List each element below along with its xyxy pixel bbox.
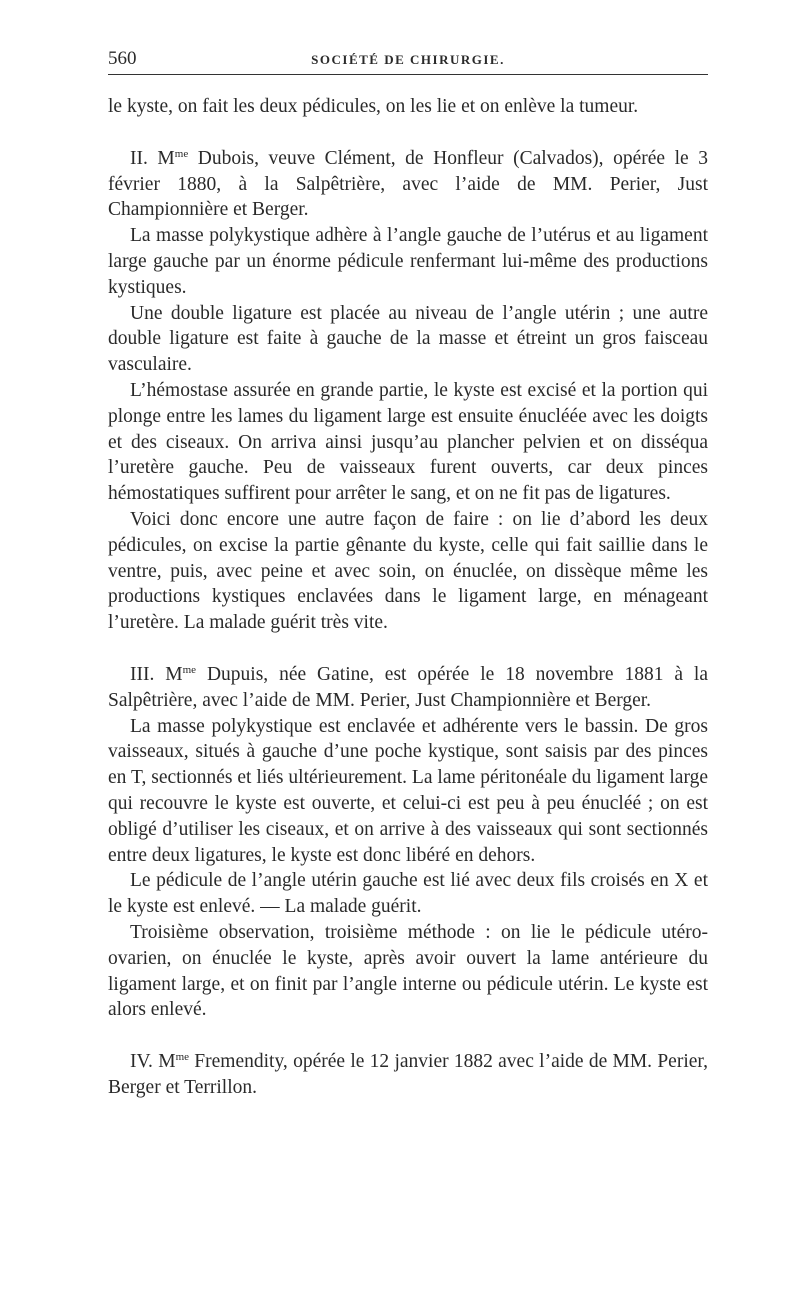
case-ii-heading xyxy=(108,146,708,223)
body-text xyxy=(108,94,708,1101)
case-ii-text: Dubois, veuve Clément, de Honfleur (Calvados), opérée le 3 février 1880, à la Salpêtrière, avec l’aide de MM. Perier, Just Championnière et Berger. xyxy=(108,147,708,221)
page-number: 560 xyxy=(108,48,137,69)
case-iv-heading xyxy=(108,1049,708,1101)
paragraph: L’hémostase assurée en grande partie, le kyste est excisé et la portion qui plonge entre les lames du ligament large est ensuite énucléée avec les doigts et des ciseaux. On arriva ainsi jusqu’au plancher pelvien et on disséqua l’uretère gauche. Peu de vaisseaux furent ouverts, car deux pinces hémostatiques suffirent pour arrêter le sang, et on ne fit pas de ligatures. xyxy=(108,379,708,505)
case-ii-lead: II. M xyxy=(130,147,175,169)
case-iv-text: Fremendity, opérée le 12 janvier 1882 avec l’aide de MM. Perier, Berger et Terrillon. xyxy=(108,1051,708,1098)
paragraph: Une double ligature est placée au niveau de l’angle utérin ; une autre double ligature est faite à gauche de la masse et étreint un gros faisceau vasculaire. xyxy=(108,302,708,376)
paragraph: Troisième observation, troisième méthode : on lie le pédicule utéro-ovarien, on énuclée le kyste, après avoir ouvert la lame antérieure du ligament large, et on finit par l’angle interne ou pédicule utérin. Le kyste est alors enlevé. xyxy=(108,921,708,1021)
case-iii-text: Dupuis, née Gatine, est opérée le 18 novembre 1881 à la Salpêtrière, avec l’aide de MM. Perier, Just Championnière et Berger. xyxy=(108,663,708,711)
paragraph: La masse polykystique est enclavée et adhérente vers le bassin. De gros vaisseaux, situés à gauche d’une poche kystique, sont saisis par des pinces en T, sectionnés et liés ultérieurement. La lame péritonéale du ligament large qui recouvre le kyste est ouverte, et celui-ci est peu à peu énucléé ; on est obligé d’utiliser les ciseaux, et on arrive à des vaisseaux qui sont sectionnés entre deux ligatures, le kyste est donc libéré en dehors. xyxy=(108,715,708,866)
case-iii-superscript: me xyxy=(182,663,197,676)
paragraph-continuation: le kyste, on fait les deux pédicules, on les lie et on enlève la tumeur. xyxy=(108,96,639,117)
case-iii-heading xyxy=(108,662,708,714)
paragraph: Le pédicule de l’angle utérin gauche est lié avec deux fils croisés en X et le kyste est enlevé. — La malade guérit. xyxy=(108,870,708,918)
paragraph: Voici donc encore une autre façon de faire : on lie d’abord les deux pédicules, on excise la partie gênante du kyste, celle qui fait saillie dans le ventre, puis, avec peine et avec soin, on énuclée, on dissèque même les productions kystiques enclavées dans le ligament large, en ménageant l’uretère. La malade guérit très vite. xyxy=(108,508,708,634)
case-iv-superscript: me xyxy=(175,1051,190,1064)
paragraph: La masse polykystique adhère à l’angle gauche de l’utérus et au ligament large gauche par un énorme pédicule renfermant lui-même des productions kystiques. xyxy=(108,225,708,298)
running-head xyxy=(108,44,708,75)
case-ii-superscript: me xyxy=(174,147,189,160)
running-title: SOCIÉTÉ DE CHIRURGIE. xyxy=(311,52,505,67)
case-iii-lead: III. M xyxy=(130,663,183,685)
case-iv-lead: IV. M xyxy=(130,1051,176,1073)
